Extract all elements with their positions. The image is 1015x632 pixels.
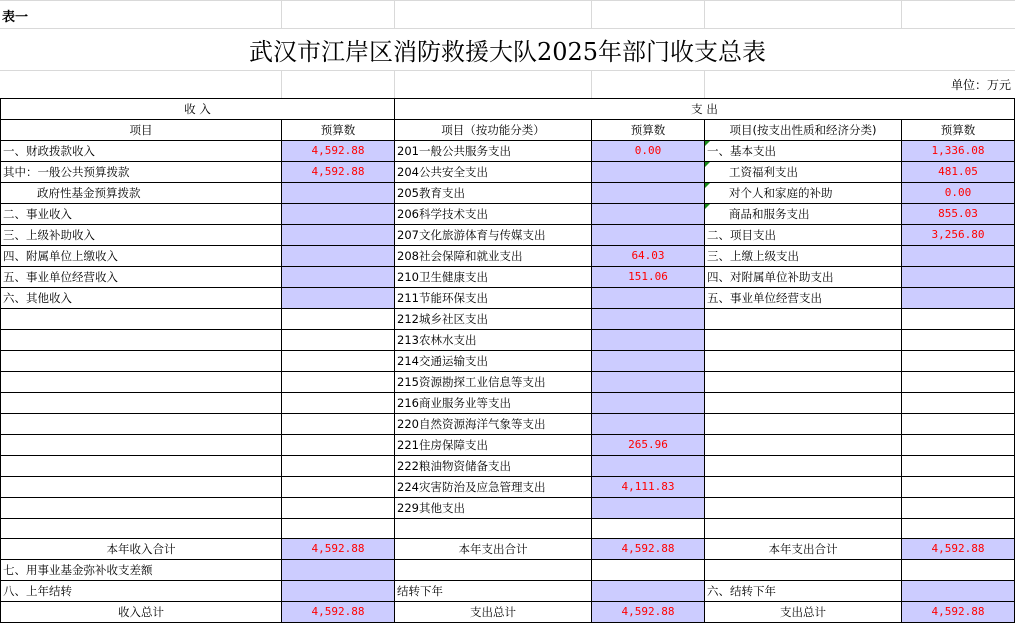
func-item-label: 215资源勘探工业信息等支出 bbox=[395, 372, 592, 393]
sheet-label: 表一 bbox=[2, 10, 29, 25]
income-total-value[interactable]: 4,592.88 bbox=[282, 539, 395, 560]
carry-out-value[interactable] bbox=[592, 581, 705, 602]
table-row bbox=[1, 477, 1015, 498]
col-header-item: 项目 bbox=[1, 120, 282, 141]
econ-item-label bbox=[705, 372, 902, 393]
expense-total-label: 本年支出合计 bbox=[395, 539, 592, 560]
func-item-value[interactable] bbox=[592, 372, 705, 393]
econ-item-label bbox=[705, 498, 902, 519]
econ-total-value[interactable]: 4,592.88 bbox=[902, 539, 1015, 560]
func-item-label: 224灾害防治及应急管理支出 bbox=[395, 477, 592, 498]
econ-item-value bbox=[902, 498, 1015, 519]
econ-item-label bbox=[705, 477, 902, 498]
econ-item-label: 四、对附属单位补助支出 bbox=[705, 267, 902, 288]
table-row bbox=[1, 141, 1015, 162]
col-header-func: 项目（按功能分类） bbox=[395, 120, 592, 141]
income-item-label: 三、上级补助收入 bbox=[1, 225, 282, 246]
econ-item-value bbox=[902, 456, 1015, 477]
econ-carry-out-label: 六、结转下年 bbox=[705, 581, 902, 602]
econ-item-label bbox=[705, 435, 902, 456]
econ-item-value[interactable] bbox=[902, 267, 1015, 288]
income-item-value bbox=[282, 351, 395, 372]
income-total-label: 本年收入合计 bbox=[1, 539, 282, 560]
carry-in-label: 八、上年结转 bbox=[1, 581, 282, 602]
table-row bbox=[1, 204, 1015, 225]
income-item-label bbox=[1, 498, 282, 519]
econ-item-label bbox=[705, 414, 902, 435]
income-item-value bbox=[282, 393, 395, 414]
func-item-label: 208社会保障和就业支出 bbox=[395, 246, 592, 267]
empty-cell bbox=[1, 519, 282, 539]
func-item-value[interactable] bbox=[592, 456, 705, 477]
func-item-label: 205教育支出 bbox=[395, 183, 592, 204]
func-item-value[interactable]: 151.06 bbox=[592, 267, 705, 288]
table-row bbox=[1, 288, 1015, 309]
func-item-label: 210卫生健康支出 bbox=[395, 267, 592, 288]
econ-item-value bbox=[902, 414, 1015, 435]
table-row bbox=[1, 414, 1015, 435]
func-item-label: 207文化旅游体育与传媒支出 bbox=[395, 225, 592, 246]
table-row bbox=[1, 372, 1015, 393]
func-item-label: 216商业服务业等支出 bbox=[395, 393, 592, 414]
func-item-value[interactable]: 4,111.83 bbox=[592, 477, 705, 498]
econ-item-label: 五、事业单位经营支出 bbox=[705, 288, 902, 309]
table-row bbox=[1, 456, 1015, 477]
econ-item-label: 对个人和家庭的补助 bbox=[705, 183, 902, 204]
econ-carry-out-value[interactable] bbox=[902, 581, 1015, 602]
income-item-label: 六、其他收入 bbox=[1, 288, 282, 309]
econ-item-label: 二、项目支出 bbox=[705, 225, 902, 246]
income-item-value[interactable]: 4,592.88 bbox=[282, 162, 395, 183]
econ-item-value bbox=[902, 351, 1015, 372]
func-item-value[interactable]: 64.03 bbox=[592, 246, 705, 267]
func-item-label: 222粮油物资储备支出 bbox=[395, 456, 592, 477]
func-item-label: 206科学技术支出 bbox=[395, 204, 592, 225]
income-item-value bbox=[282, 456, 395, 477]
income-item-value bbox=[282, 477, 395, 498]
grand-income-value[interactable]: 4,592.88 bbox=[282, 602, 395, 623]
func-item-label: 211节能环保支出 bbox=[395, 288, 592, 309]
income-item-label bbox=[1, 435, 282, 456]
econ-item-value[interactable] bbox=[902, 246, 1015, 267]
income-item-value[interactable] bbox=[282, 183, 395, 204]
income-item-label bbox=[1, 372, 282, 393]
func-item-label: 213农林水支出 bbox=[395, 330, 592, 351]
income-item-value[interactable] bbox=[282, 225, 395, 246]
income-item-value[interactable] bbox=[282, 204, 395, 225]
econ-item-value bbox=[902, 477, 1015, 498]
expense-group-header: 支 出 bbox=[395, 99, 1015, 120]
income-item-label bbox=[1, 330, 282, 351]
func-item-value[interactable] bbox=[592, 288, 705, 309]
income-item-label bbox=[1, 393, 282, 414]
econ-item-value[interactable]: 855.03 bbox=[902, 204, 1015, 225]
table-row bbox=[1, 498, 1015, 519]
econ-total-label: 本年支出合计 bbox=[705, 539, 902, 560]
econ-item-value[interactable]: 481.05 bbox=[902, 162, 1015, 183]
table-row bbox=[1, 162, 1015, 183]
empty-cell bbox=[282, 519, 395, 539]
econ-item-value bbox=[902, 393, 1015, 414]
budget-summary-table bbox=[0, 98, 1015, 623]
econ-item-label bbox=[705, 351, 902, 372]
econ-item-value[interactable]: 0.00 bbox=[902, 183, 1015, 204]
func-item-value[interactable] bbox=[592, 204, 705, 225]
func-item-label: 220自然资源海洋气象等支出 bbox=[395, 414, 592, 435]
func-item-value[interactable] bbox=[592, 225, 705, 246]
func-item-value[interactable] bbox=[592, 162, 705, 183]
table-row bbox=[1, 183, 1015, 204]
table-row bbox=[1, 435, 1015, 456]
table-row bbox=[1, 393, 1015, 414]
grand-econ-value[interactable]: 4,592.88 bbox=[902, 602, 1015, 623]
col-header-econ: 项目(按支出性质和经济分类) bbox=[705, 120, 902, 141]
empty-cell bbox=[395, 560, 592, 581]
income-item-value[interactable] bbox=[282, 246, 395, 267]
empty-cell bbox=[705, 560, 902, 581]
econ-item-value[interactable]: 1,336.08 bbox=[902, 141, 1015, 162]
econ-item-label bbox=[705, 456, 902, 477]
econ-item-value bbox=[902, 372, 1015, 393]
grand-income-label: 收入总计 bbox=[1, 602, 282, 623]
col-header-budget: 预算数 bbox=[592, 120, 705, 141]
fund-gap-label: 七、用事业基金弥补收支差额 bbox=[1, 560, 282, 581]
func-item-label: 229其他支出 bbox=[395, 498, 592, 519]
econ-item-value[interactable]: 3,256.80 bbox=[902, 225, 1015, 246]
income-item-label: 政府性基金预算拨款 bbox=[1, 183, 282, 204]
empty-cell bbox=[395, 519, 592, 539]
income-item-label: 一、财政拨款收入 bbox=[1, 141, 282, 162]
income-item-label: 二、事业收入 bbox=[1, 204, 282, 225]
income-item-label bbox=[1, 309, 282, 330]
fund-gap-value[interactable] bbox=[282, 560, 395, 581]
carry-out-label: 结转下年 bbox=[395, 581, 592, 602]
empty-cell bbox=[705, 519, 902, 539]
col-header-budget: 预算数 bbox=[902, 120, 1015, 141]
grand-expense-value[interactable]: 4,592.88 bbox=[592, 602, 705, 623]
page-title: 武汉市江岸区消防救援大队2025年部门收支总表 bbox=[248, 38, 767, 66]
func-item-value[interactable]: 265.96 bbox=[592, 435, 705, 456]
col-header-budget: 预算数 bbox=[282, 120, 395, 141]
income-item-value bbox=[282, 498, 395, 519]
income-item-value bbox=[282, 414, 395, 435]
table-row bbox=[1, 519, 1015, 539]
income-item-value[interactable]: 4,592.88 bbox=[282, 141, 395, 162]
expense-total-value[interactable]: 4,592.88 bbox=[592, 539, 705, 560]
table-row bbox=[1, 330, 1015, 351]
income-item-label: 其中：一般公共预算拨款 bbox=[1, 162, 282, 183]
carry-in-value[interactable] bbox=[282, 581, 395, 602]
table-row bbox=[1, 309, 1015, 330]
func-item-value[interactable] bbox=[592, 393, 705, 414]
econ-item-value[interactable] bbox=[902, 288, 1015, 309]
func-item-label: 212城乡社区支出 bbox=[395, 309, 592, 330]
income-item-label: 五、事业单位经营收入 bbox=[1, 267, 282, 288]
func-item-value[interactable] bbox=[592, 414, 705, 435]
income-item-value bbox=[282, 309, 395, 330]
func-item-value[interactable] bbox=[592, 330, 705, 351]
func-item-label: 204公共安全支出 bbox=[395, 162, 592, 183]
econ-item-label bbox=[705, 393, 902, 414]
empty-cell bbox=[592, 519, 705, 539]
econ-item-label: 三、上缴上级支出 bbox=[705, 246, 902, 267]
econ-item-value bbox=[902, 309, 1015, 330]
income-item-value bbox=[282, 330, 395, 351]
func-item-value[interactable]: 0.00 bbox=[592, 141, 705, 162]
income-item-value bbox=[282, 372, 395, 393]
income-item-label bbox=[1, 477, 282, 498]
func-item-label: 201一般公共服务支出 bbox=[395, 141, 592, 162]
econ-item-label: 工资福利支出 bbox=[705, 162, 902, 183]
func-item-value[interactable] bbox=[592, 183, 705, 204]
econ-item-label bbox=[705, 330, 902, 351]
func-item-label: 214交通运输支出 bbox=[395, 351, 592, 372]
econ-item-label: 一、基本支出 bbox=[705, 141, 902, 162]
table-row bbox=[1, 225, 1015, 246]
income-group-header: 收 入 bbox=[1, 99, 395, 120]
empty-cell bbox=[592, 560, 705, 581]
func-item-value[interactable] bbox=[592, 498, 705, 519]
income-item-value[interactable] bbox=[282, 288, 395, 309]
econ-item-value bbox=[902, 435, 1015, 456]
table-row bbox=[1, 351, 1015, 372]
econ-item-label: 商品和服务支出 bbox=[705, 204, 902, 225]
income-item-label bbox=[1, 351, 282, 372]
income-item-label bbox=[1, 414, 282, 435]
income-item-value[interactable] bbox=[282, 267, 395, 288]
unit-label: 单位：万元 bbox=[950, 78, 1011, 92]
func-item-value[interactable] bbox=[592, 309, 705, 330]
table-row bbox=[1, 267, 1015, 288]
func-item-value[interactable] bbox=[592, 351, 705, 372]
grand-expense-label: 支出总计 bbox=[395, 602, 592, 623]
econ-item-label bbox=[705, 309, 902, 330]
empty-cell bbox=[902, 519, 1015, 539]
income-item-label: 四、附属单位上缴收入 bbox=[1, 246, 282, 267]
grand-econ-label: 支出总计 bbox=[705, 602, 902, 623]
income-item-value bbox=[282, 435, 395, 456]
income-item-label bbox=[1, 456, 282, 477]
econ-item-value bbox=[902, 330, 1015, 351]
func-item-label: 221住房保障支出 bbox=[395, 435, 592, 456]
empty-cell bbox=[902, 560, 1015, 581]
table-row bbox=[1, 246, 1015, 267]
